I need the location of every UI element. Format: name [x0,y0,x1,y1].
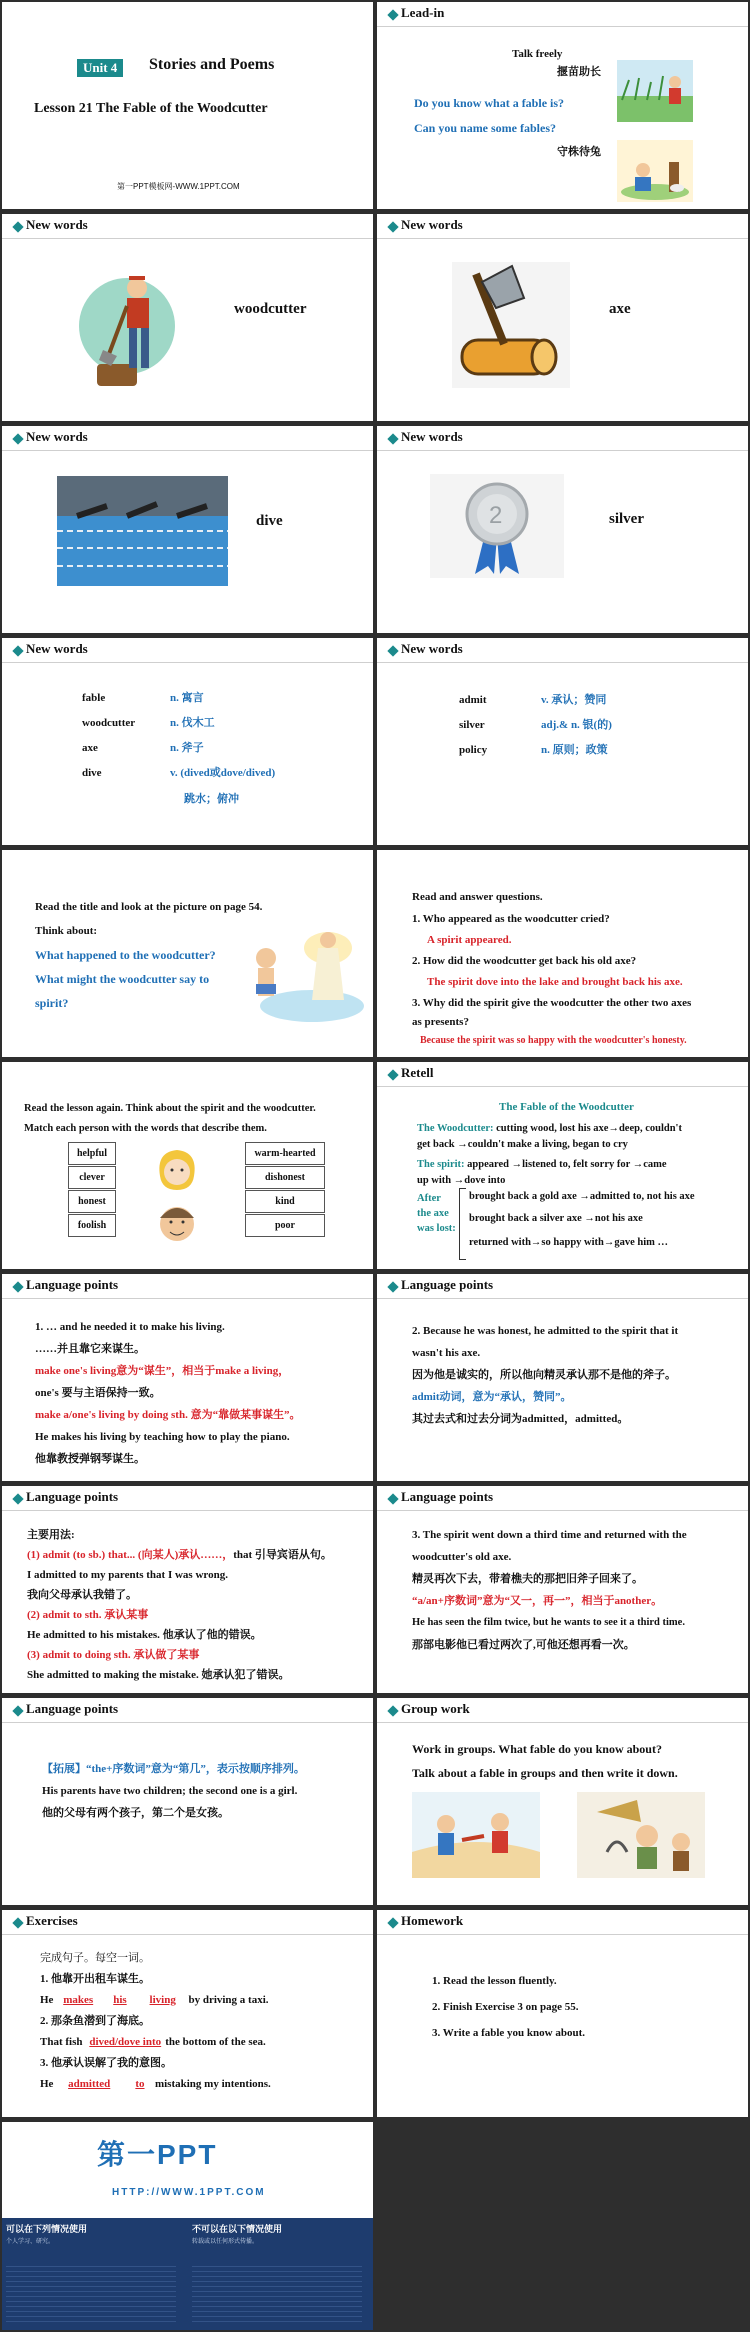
line-1: 1. … and he needed it to make his living. [35,1321,225,1333]
text: He [40,2078,57,2090]
slide-header [377,1486,748,1511]
slide-header [2,1274,373,1299]
line-1: 3. The spirit went down a third time and returned with the [412,1529,687,1541]
left-title: 可以在下列情况使用 [6,2224,88,2234]
word-box-left[interactable]: honest [68,1190,116,1213]
group-picture-2 [577,1792,705,1878]
answer-blank[interactable]: living [149,1994,176,2006]
meaning-extra: 跳水；俯冲 [184,793,239,805]
homework-2: 2. Finish Exercise 3 on page 55. [432,2001,579,2013]
logo-url: HTTP://WWW.1PPT.COM [112,2187,266,2198]
header-title: New words [26,217,88,232]
answer-blank[interactable]: admitted [68,2078,111,2090]
line-3: make one's living意为“谋生”，相当于make a living， [35,1365,290,1377]
branch-1: brought back a gold axe →admitted to, not his axe [469,1191,695,1202]
slide-retell [377,1062,748,1269]
line-7: 他靠教授弹钢琴谋生。 [35,1453,145,1465]
answer-2: The spirit dove into the lake and brought back his axe. [427,976,683,988]
slide-header [377,1274,748,1299]
axe-picture [452,262,570,388]
line-1: 完成句子。每空一词。 [40,1952,150,1964]
meaning: v. 承认；赞同 [541,694,607,706]
word: silver [459,719,485,731]
diamond-icon [387,1705,398,1716]
meaning: v. (dived或dove/dived) [170,767,276,779]
lesson-title: Lesson 21 The Fable of the Woodcutter [34,101,268,116]
header-title: Language points [401,1277,494,1292]
meaning: adj.& n. 银(的) [541,719,612,731]
spirit-label: The spirit: [417,1159,465,1170]
branch-3: returned with→so happy with→gave him … [469,1237,669,1248]
fable-picture-2 [617,140,693,202]
word-box-right[interactable]: warm-hearted [245,1142,325,1165]
question-1: What happened to the woodcutter? [35,948,216,962]
retell-title: The Fable of the Woodcutter [499,1101,634,1113]
header-title: Lead-in [401,5,445,20]
woodcutter-label: The Woodcutter: [417,1123,494,1134]
silver-medal-picture [430,474,564,578]
diamond-icon [387,221,398,232]
fable-label-2: 守株待兔 [557,146,601,158]
slide-new-words-dive [2,426,373,633]
right-title: 不可以在以下情况使用 [192,2224,283,2234]
header-title: Exercises [26,1913,78,1928]
text: That fish [40,2036,86,2048]
line-5: (2) admit to sth. 承认某事 [27,1609,149,1621]
word-box-left[interactable]: helpful [68,1142,116,1165]
slide-title [2,2,373,209]
slide-header [2,1486,373,1511]
word: silver [609,511,644,527]
word-box-right[interactable]: kind [245,1190,325,1213]
answer-blank[interactable]: his [113,1994,127,2006]
homework-3: 3. Write a fable you know about. [432,2027,586,2039]
instruction-2: Match each person with the words that describe them. [24,1123,267,1134]
instruction-1: Read the lesson again. Think about the spirit and the woodcutter. [24,1103,316,1114]
link-list-left [6,2262,176,2326]
after-label-2: the axe [417,1208,449,1219]
answer-blank[interactable]: dived/dove into [89,2036,162,2048]
diamond-icon [12,1493,23,1504]
group-picture-1 [412,1792,540,1878]
slide-lead-in [377,2,748,209]
line-6: He makes his living by teaching how to play the piano. [35,1431,290,1443]
slide-group-work [377,1698,748,1905]
diamond-icon [387,9,398,20]
svg-text:2: 2 [489,502,503,529]
slide-think-about [2,850,373,1057]
line-2: ……并且靠它来谋生。 [35,1343,145,1355]
word-box-left[interactable]: clever [68,1166,116,1189]
spirit-text-2: up with →dove into [417,1175,506,1186]
line-3: 他的父母有两个孩子，第二个是女孩。 [42,1807,229,1819]
word: dive [82,767,102,779]
word: woodcutter [82,717,136,729]
line-2: 1. 他靠开出租车谋生。 [40,1973,150,1985]
think-about: Think about: [35,925,98,937]
text: by driving a taxi. [185,1994,269,2006]
instruction: Read the title and look at the picture on page 54. [35,901,263,913]
line-4: “a/an+序数词”意为“又一，再一”，相当于another。 [412,1595,663,1607]
header-title: Group work [401,1701,470,1716]
slide-new-words-woodcutter [2,214,373,421]
word-box-right[interactable]: poor [245,1214,325,1237]
line-2: woodcutter's old axe. [412,1551,512,1563]
header-title: New words [26,429,88,444]
slide-header [377,214,748,239]
slide-header [2,638,373,663]
question-3-cont: as presents? [412,1016,469,1028]
diamond-icon [12,1705,23,1716]
text: He [40,1994,57,2006]
meaning: n. 伐木工 [170,717,215,729]
line-6: 3. 他承认误解了我的意图。 [40,2057,172,2069]
word: axe [82,742,98,754]
line-4: 我向父母承认我错了。 [27,1589,137,1601]
header-title: Language points [401,1489,494,1504]
diamond-icon [387,433,398,444]
line-4: one's 要与主语保持一致。 [35,1387,161,1399]
word: woodcutter [234,301,307,317]
meaning: n. 寓言 [170,692,204,704]
word-box-left[interactable]: foolish [68,1214,116,1237]
line-3: 因为他是诚实的，所以他向精灵承认那不是他的斧子。 [412,1369,676,1381]
header-title: New words [401,217,463,232]
line-5: 其过去式和过去分词为admitted，admitted。 [412,1413,629,1425]
slide-language-points-5 [2,1698,373,1905]
slide-header [377,638,748,663]
spirit-face-picture [152,1146,202,1194]
slide-new-words-list-2 [377,638,748,845]
header-title: New words [26,641,88,656]
branch-2: brought back a silver axe →not his axe [469,1213,643,1224]
slide-language-points-2 [377,1274,748,1481]
right-sub: 转载或以任何形式传播。 [192,2239,259,2245]
slide-header [2,1910,373,1935]
logo-text: 第一PPT [97,2139,218,2170]
line-3: 精灵再次下去，带着樵夫的那把旧斧子回来了。 [412,1573,643,1585]
slide-new-words-silver [377,426,748,633]
line-2: Talk about a fable in groups and then write it down. [412,1766,678,1780]
question-3: 3. Why did the spirit give the woodcutter the other two axes [412,997,692,1009]
woodcutter-face-picture [152,1198,202,1246]
dive-picture [57,476,228,586]
slide-language-points-3 [2,1486,373,1693]
header-title: Language points [26,1701,119,1716]
word: dive [256,513,283,529]
slide-footer-ad [2,2122,373,2330]
line-4: 2. 那条鱼潜到了海底。 [40,2015,150,2027]
answer-1: A spirit appeared. [427,934,512,946]
slide-match [2,1062,373,1269]
question-2: 2. How did the woodcutter get back his old axe? [412,955,637,967]
woodcutter-picture [75,266,195,396]
after-label: After [417,1193,441,1204]
answer-3: Because the spirit was so happy with the woodcutter's honesty. [420,1035,687,1046]
fable-picture-1 [617,60,693,122]
header-title: Homework [401,1913,464,1928]
line-6: 那部电影他已看过两次了,可他还想再看一次。 [412,1639,635,1651]
line-7: (3) admit to doing sth. 承认做了某事 [27,1649,200,1661]
site-url: 第一PPT模板网-WWW.1PPT.COM [117,182,240,191]
answer-blank[interactable]: to [135,2078,145,2090]
slide-header [2,214,373,239]
slide-header [377,426,748,451]
slide-header [2,1698,373,1723]
bracket [459,1188,466,1260]
word: fable [82,692,106,704]
slide-header [377,1910,748,1935]
word: policy [459,744,488,756]
slide-language-points-1 [2,1274,373,1481]
line-1: 主要用法: [27,1529,75,1541]
line-1: 2. Because he was honest, he admitted to the spirit that it [412,1325,679,1337]
diamond-icon [12,1281,23,1292]
line-2: His parents have two children; the second one is a girl. [42,1785,298,1797]
line-8: She admitted to making the mistake. 她承认犯了错误。 [27,1669,290,1681]
diamond-icon [12,433,23,444]
meaning: n. 斧子 [170,742,204,754]
logo [2,2122,373,2218]
woodcutter-text-2: get back →couldn't make a living, began to cry [417,1139,628,1150]
word: admit [459,694,487,706]
header-title: New words [401,641,463,656]
question-1: Do you know what a fable is? [414,96,565,110]
spirit-text: appeared →listened to, felt sorry for →came [464,1159,667,1170]
line-2a: (1) admit (to sb.) that... (向某人)承认……， [27,1549,234,1561]
unit-badge: Unit 4 [77,59,123,77]
talk-freely: Talk freely [512,48,563,60]
after-label-3: was lost: [417,1223,456,1234]
text: the bottom of the sea. [165,2036,266,2048]
diamond-icon [387,645,398,656]
diamond-icon [12,645,23,656]
fable-label-1: 揠苗助长 [557,66,601,78]
text: mistaking my intentions. [154,2078,271,2090]
line-1: Work in groups. What fable do you know about? [412,1742,662,1756]
link-list-right [192,2262,362,2326]
diamond-icon [387,1917,398,1928]
line-3: I admitted to my parents that I was wrong. [27,1569,228,1581]
line-2: wasn't his axe. [412,1347,481,1359]
left-sub: 个人学习、研究。 [6,2239,55,2245]
header-title: Language points [26,1277,119,1292]
answer-blank[interactable]: makes [63,1994,94,2006]
slide-homework [377,1910,748,2117]
slide-header [2,426,373,451]
slide-header [377,2,748,27]
diamond-icon [387,1493,398,1504]
meaning: n. 原则；政策 [541,744,608,756]
slide-exercises [2,1910,373,2117]
intro: Read and answer questions. [412,891,543,903]
question-3: spirit? [35,996,69,1010]
line-5: make a/one's living by doing sth. 意为“靠做某事谋生”。 [35,1409,301,1421]
line-1: 【拓展】“the+序数词”意为“第几”，表示按顺序排列。 [42,1763,305,1775]
diamond-icon [387,1281,398,1292]
diamond-icon [387,1069,398,1080]
slide-new-words-axe [377,214,748,421]
slide-new-words-list-1 [2,638,373,845]
slide-language-points-4 [377,1486,748,1693]
line-5: He has seen the film twice, but he wants to see it a third time. [412,1617,685,1628]
homework-1: 1. Read the lesson fluently. [432,1975,557,1987]
woodcutter-text: cutting wood, lost his axe→deep, couldn't [493,1123,682,1134]
header-title: Language points [26,1489,119,1504]
slide-read-answer [377,850,748,1057]
header-title: Retell [401,1065,434,1080]
spirit-picture [242,918,364,1028]
word: axe [609,301,631,317]
line-2b: that 引导宾语从句。 [233,1549,332,1561]
line-4: admit动词，意为“承认，赞同”。 [412,1391,572,1403]
header-title: New words [401,429,463,444]
slide-header [377,1062,748,1087]
question-2: What might the woodcutter say to [35,972,210,986]
unit-title: Stories and Poems [149,56,275,73]
word-box-right[interactable]: dishonest [245,1166,325,1189]
slide-header [377,1698,748,1723]
question-1: 1. Who appeared as the woodcutter cried? [412,913,610,925]
diamond-icon [12,221,23,232]
diamond-icon [12,1917,23,1928]
question-2: Can you name some fables? [414,121,557,135]
line-6: He admitted to his mistakes. 他承认了他的错误。 [27,1629,262,1641]
